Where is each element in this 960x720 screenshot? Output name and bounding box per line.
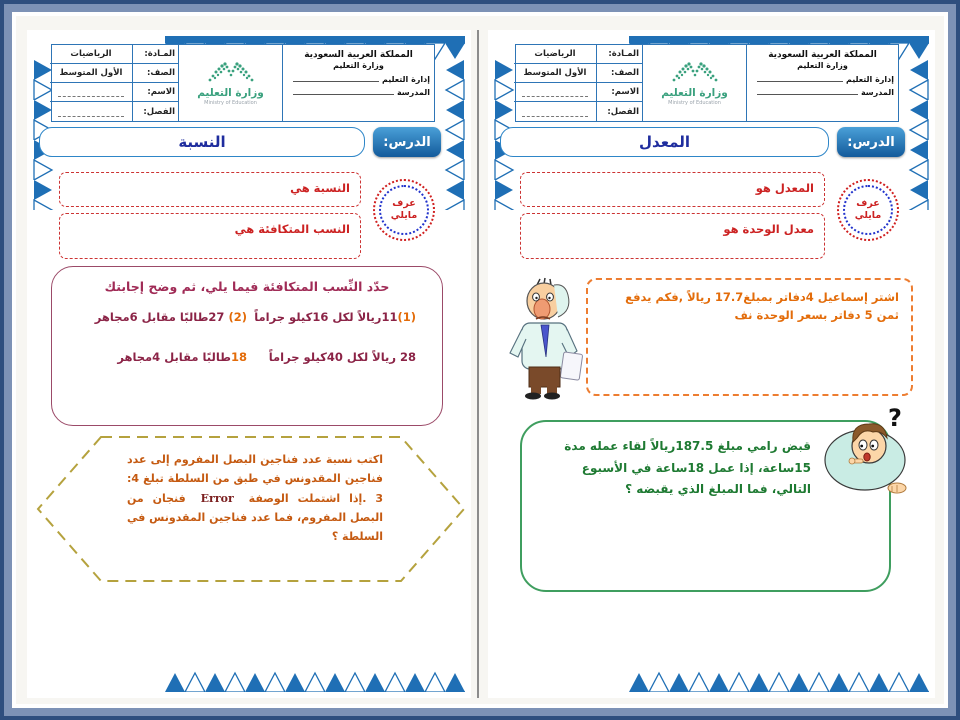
zigzag-border-right xyxy=(441,60,465,210)
header-table xyxy=(515,44,899,122)
school-blank-line[interactable] xyxy=(293,94,394,95)
lesson-title-box xyxy=(500,127,829,157)
slide-content xyxy=(16,16,944,704)
school-blank-line[interactable] xyxy=(757,94,858,95)
emblem-ministry-text: وزارة التعليم xyxy=(333,61,384,71)
education-admin-blank-line[interactable] xyxy=(757,81,843,82)
name-blank-field[interactable] xyxy=(514,83,596,102)
class-label: الفصل: xyxy=(596,102,642,121)
lesson-title: النسبة xyxy=(178,133,226,151)
school-label: المدرسة xyxy=(860,88,894,98)
define-badge-inner xyxy=(379,185,429,235)
header-table xyxy=(51,44,435,122)
item-4-text: طالبًا مقابل 4مجاهر xyxy=(117,350,231,364)
lesson-label-pill: الدرس: xyxy=(837,127,905,157)
grade-label: الصف: xyxy=(132,64,178,83)
confused-man-cartoon xyxy=(492,273,592,401)
education-admin-row xyxy=(751,75,894,84)
define-badge-word1: عرف xyxy=(392,197,416,209)
definition-box-unit-rate-label: معدل الوحدة هو xyxy=(723,222,814,236)
education-admin-row xyxy=(287,75,430,84)
problem-unit-price-text: اشتر إسماعيل 4دفاتر بمبلغ17.7 ريالاً ,فكم يدفع ثمن 5 دفاتر بسعر الوحدة نف xyxy=(625,290,899,323)
subject-label: المـادة: xyxy=(596,45,642,64)
emblem-ministry-text: وزارة التعليم xyxy=(797,61,848,71)
define-badge-inner xyxy=(843,185,893,235)
exercise-item-3 xyxy=(247,350,416,364)
national-emblem-cell xyxy=(746,45,898,121)
problem-box-unit-price[interactable] xyxy=(586,278,913,396)
definition-box-equivalent-ratios[interactable] xyxy=(59,213,361,259)
definition-box-unit-rate[interactable] xyxy=(520,213,825,259)
item-2-number: (2) xyxy=(228,310,247,324)
item-1-text: 11ريالاً لكل 16كيلو جراماً xyxy=(254,310,398,324)
item-1-number: (1) xyxy=(397,310,416,324)
subject-value: الرياضيات xyxy=(50,45,132,64)
definition-box-ratio-label: النسبة هي xyxy=(290,181,350,195)
class-blank-field[interactable] xyxy=(50,102,132,121)
national-emblem-cell xyxy=(282,45,434,121)
name-label: الاسم: xyxy=(132,83,178,102)
education-admin-label: إدارة التعليم xyxy=(381,75,430,85)
define-badge-word2: مايلي xyxy=(390,210,418,221)
grade-label: الصف: xyxy=(596,64,642,83)
subject-label: المـادة: xyxy=(132,45,178,64)
exercise-title: حدّد النِّسب المتكافئة فيما يلي، ثم وضح إجابتك xyxy=(104,279,390,294)
subject-value: الرياضيات xyxy=(514,45,596,64)
class-blank-field[interactable] xyxy=(514,102,596,121)
broken-field-error-text: Error xyxy=(200,491,234,505)
emblem-calligraphy xyxy=(751,50,894,71)
exercise-item-4 xyxy=(78,350,247,364)
name-blank-field[interactable] xyxy=(50,83,132,102)
lesson-label-pill: الدرس: xyxy=(373,127,441,157)
thinking-boy-cartoon xyxy=(823,404,915,498)
define-badge xyxy=(373,179,435,241)
moe-logo-english-wordmark: Ministry of Education xyxy=(204,100,257,106)
lesson-row xyxy=(39,127,441,157)
item-2-text: 27طالبًا مقابل 6مجاهر xyxy=(94,310,225,324)
definition-box-rate-label: المعدل هو xyxy=(755,181,814,195)
exercise-items xyxy=(52,310,442,364)
school-label: المدرسة xyxy=(396,88,430,98)
class-label: الفصل: xyxy=(132,102,178,121)
zigzag-border-bottom xyxy=(165,668,465,692)
education-admin-label: إدارة التعليم xyxy=(845,75,894,85)
item-3-number: 28 xyxy=(399,350,416,364)
definition-box-equivalent-ratios-label: النسب المتكافئة هي xyxy=(234,222,350,236)
define-badge-word1: عرف xyxy=(856,197,880,209)
worksheet-page-rate xyxy=(488,30,935,698)
salad-problem-text xyxy=(127,450,383,546)
moe-logo-english-wordmark: Ministry of Education xyxy=(668,100,721,106)
moe-logo-cell xyxy=(178,45,282,121)
problem-wage-text: قبض رامي مبلغ 187.5ريالاً لقاء عمله مدة 15ساعة، إذا عمل 18ساعة في الأسبوع التالي، فما المبلغ الذي يقبضه ؟ xyxy=(564,439,811,497)
emblem-country-text: المملكة العربية السعودية xyxy=(768,50,877,60)
page-divider-line xyxy=(477,30,479,698)
item-3-text: ريالاً لكل 40كيلو جراماً xyxy=(268,350,396,364)
question-mark-glyph: ? xyxy=(888,404,902,432)
emblem-calligraphy xyxy=(287,50,430,71)
name-label: الاسم: xyxy=(596,83,642,102)
exercise-item-2 xyxy=(78,310,247,324)
definition-box-rate[interactable] xyxy=(520,172,825,207)
emblem-country-text: المملكة العربية السعودية xyxy=(304,50,413,60)
moe-logo-dots-icon xyxy=(666,60,724,86)
grade-value: الأول المتوسط xyxy=(514,64,596,83)
zigzag-border-bottom xyxy=(629,668,929,692)
define-badge xyxy=(837,179,899,241)
moe-logo-cell xyxy=(642,45,746,121)
lesson-title: المعدل xyxy=(639,133,690,151)
exercise-box-equivalent-ratios[interactable] xyxy=(51,266,443,426)
worksheet-page-ratio xyxy=(27,30,471,698)
define-badge-word2: مايلي xyxy=(854,210,882,221)
lesson-title-box xyxy=(39,127,365,157)
zigzag-border-right xyxy=(905,60,929,210)
grade-value: الأول المتوسط xyxy=(50,64,132,83)
item-4-number: 18 xyxy=(230,350,247,364)
definition-box-ratio[interactable] xyxy=(59,172,361,207)
education-admin-blank-line[interactable] xyxy=(293,81,379,82)
salad-problem-part2: فنجان من البصل المفروم، فما عدد فناجين المقدونس في السلطة ؟ xyxy=(127,491,383,543)
salad-problem-part1: اكتب نسبة عدد فناجين البصل المفروم إلى عدد فناجين المقدونس في طبق من السلطة تبلغ 4: 3 .إذا اشتملت الوصفة xyxy=(127,453,383,505)
outer-frame-band xyxy=(4,4,956,716)
school-row xyxy=(287,88,430,97)
moe-logo-arabic-wordmark: وزارة التعليم xyxy=(197,87,264,99)
moe-logo-arabic-wordmark: وزارة التعليم xyxy=(661,87,728,99)
moe-logo-dots-icon xyxy=(202,60,260,86)
exercise-item-1 xyxy=(247,310,416,324)
inner-frame xyxy=(12,12,948,708)
school-row xyxy=(751,88,894,97)
lesson-row xyxy=(500,127,905,157)
